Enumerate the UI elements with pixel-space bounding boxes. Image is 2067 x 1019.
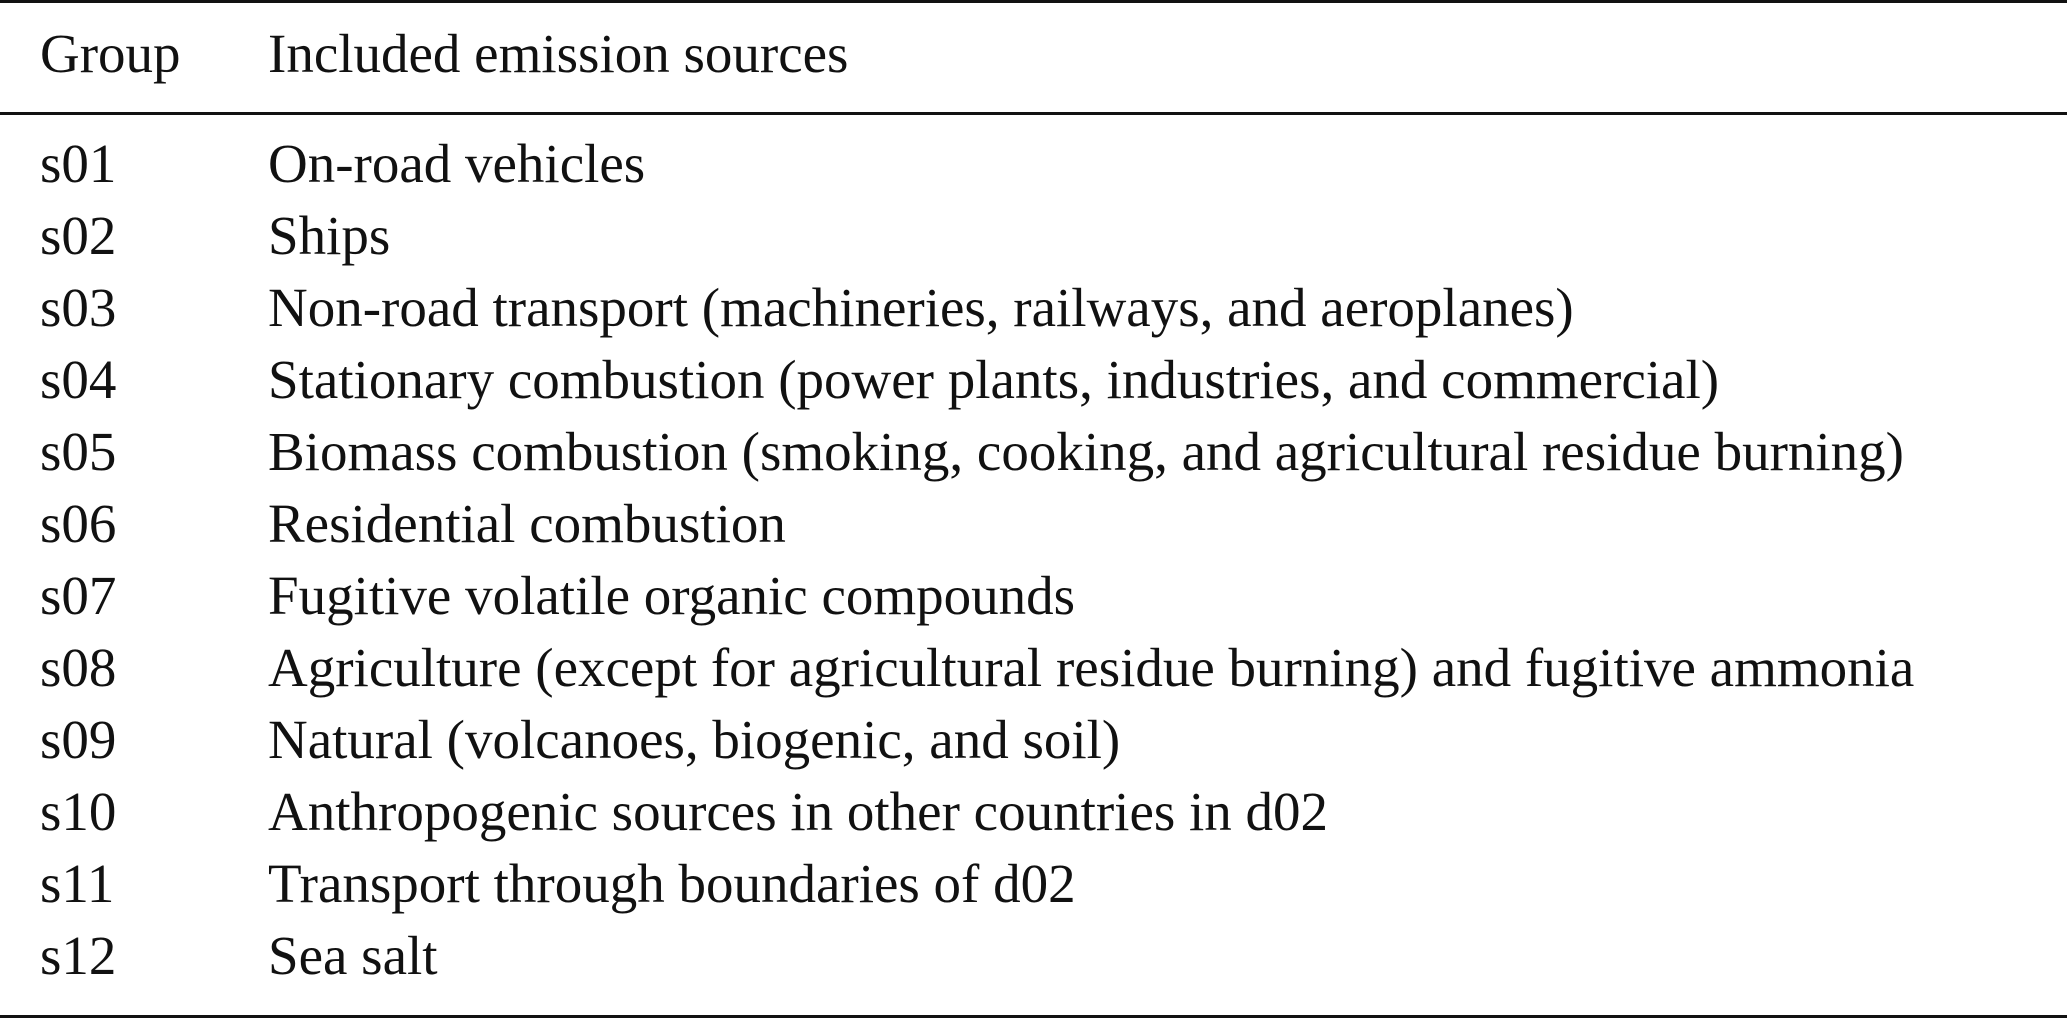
sources-cell: Residential combustion: [268, 493, 786, 554]
table-row: [0, 344, 2067, 416]
group-cell: s08: [40, 637, 117, 698]
table-row: [0, 848, 2067, 920]
table-row: [0, 560, 2067, 632]
group-cell: s02: [40, 205, 117, 266]
table-row: [0, 776, 2067, 848]
table-row: [0, 704, 2067, 776]
sources-cell: Biomass combustion (smoking, cooking, and agricultural residue burning): [268, 421, 1904, 482]
group-cell: s01: [40, 133, 117, 194]
table-row: [0, 128, 2067, 200]
sources-cell: Non-road transport (machineries, railways, and aeroplanes): [268, 277, 1574, 338]
group-cell: s06: [40, 493, 117, 554]
sources-cell: Transport through boundaries of d02: [268, 853, 1076, 914]
table-body: [0, 128, 2067, 992]
table-row: [0, 632, 2067, 704]
table-row: [0, 200, 2067, 272]
sources-cell: Anthropogenic sources in other countries in d02: [268, 781, 1329, 842]
table-bottom-rule: [0, 1015, 2067, 1018]
sources-cell: Fugitive volatile organic compounds: [268, 565, 1076, 626]
group-cell: s04: [40, 349, 117, 410]
group-cell: s10: [40, 781, 117, 842]
group-cell: s07: [40, 565, 117, 626]
sources-cell: Sea salt: [268, 925, 438, 986]
group-cell: s05: [40, 421, 117, 482]
table-header-rule: [0, 112, 2067, 115]
header-group: Group: [40, 23, 181, 84]
group-cell: s09: [40, 709, 117, 770]
table-row: [0, 416, 2067, 488]
header-sources: Included emission sources: [268, 23, 849, 84]
sources-cell: Agriculture (except for agricultural residue burning) and fugitive ammonia: [268, 637, 1915, 698]
sources-cell: Natural (volcanoes, biogenic, and soil): [268, 709, 1121, 770]
sources-cell: Ships: [268, 205, 391, 266]
table-row: [0, 920, 2067, 992]
table-top-rule: [0, 0, 2067, 3]
table-row: [0, 488, 2067, 560]
sources-cell: On-road vehicles: [268, 133, 646, 194]
group-cell: s03: [40, 277, 117, 338]
group-cell: s11: [40, 853, 115, 914]
group-cell: s12: [40, 925, 117, 986]
sources-cell: Stationary combustion (power plants, industries, and commercial): [268, 349, 1720, 410]
table-row: [0, 272, 2067, 344]
